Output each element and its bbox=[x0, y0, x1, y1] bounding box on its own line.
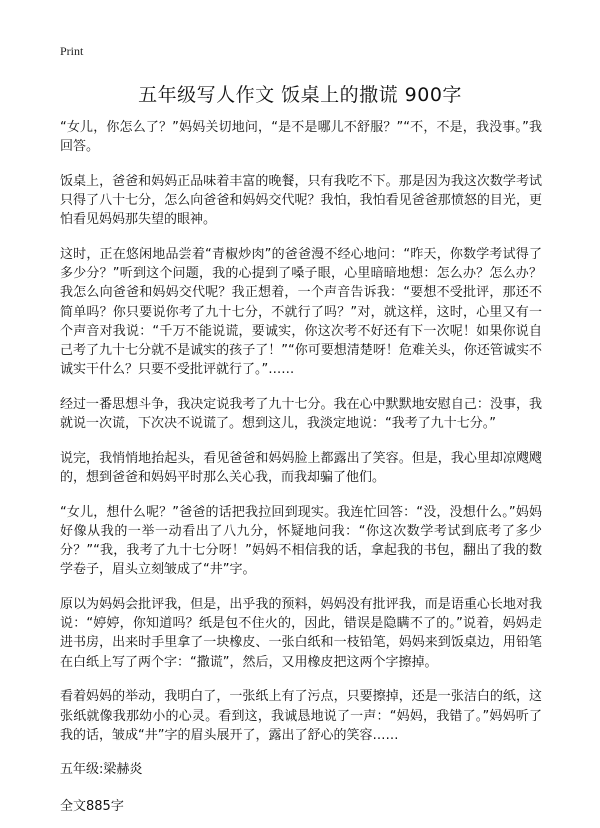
paragraph-6: “女儿，想什么呢？”爸爸的话把我拉回到现实。我连忙回答：“没，没想什么。”妈妈好像从我的一举一动看出了八九分，怀疑地问我：“你这次数学考试到底考了多少分？”“我，我考了九十七分呀！”妈妈不相信我的话，拿起我的书包，翻出了我的数学卷子，眉头立刻皱成了“井”字。 bbox=[60, 504, 542, 578]
paragraph-8: 看着妈妈的举动，我明白了，一张纸上有了污点，只要擦掉，还是一张洁白的纸，这张纸就像我那幼小的心灵。看到这，我诚恳地说了一声：“妈妈，我错了。”妈妈听了我的话，皱成“井”字的眉头展开了，露出了舒心的笑容…… bbox=[60, 689, 542, 743]
paragraph-1: “女儿，你怎么了？”妈妈关切地问，“是不是哪儿不舒服？”“不，不是，我没事。”我回答。 bbox=[60, 120, 542, 155]
word-count: 全文885字 bbox=[60, 799, 124, 815]
print-label[interactable]: Print bbox=[60, 44, 84, 58]
paragraph-5: 说完，我悄悄地抬起头，看见爸爸和妈妈脸上都露出了笑容。但是，我心里却凉飕飕的，想到爸爸和妈妈平时那么关心我，而我却骗了他们。 bbox=[60, 450, 542, 486]
paragraph-4: 经过一番思想斗争，我决定说我考了九十七分。我在心中默默地安慰自己：没事，我就说一次谎，下次决不说谎了。想到这儿，我淡定地说：“我考了九十七分。” bbox=[60, 396, 542, 432]
paragraph-7: 原以为妈妈会批评我，但是，出乎我的预料，妈妈没有批评我，而是语重心长地对我说：“婷婷，你知道吗？纸是包不住火的，因此，错误是隐瞒不了的。”说着，妈妈走进书房，出来时手里拿了一块橡皮、一张白纸和一枝铅笔，妈妈来到饭桌边，用铅笔在白纸上写了两个字：“撒谎”，然后，又用橡皮把这两个字擦掉。 bbox=[60, 597, 542, 670]
paragraph-3: 这时，正在悠闲地品尝着“青椒炒肉”的爸爸漫不经心地问：“昨天，你数学考试得了多少分？”听到这个问题，我的心提到了嗓子眼，心里暗暗地想：怎么办？怎么办？我怎么向爸爸和妈妈交代呢？我正想着，一个声音告诉我：“要想不受批评，那还不简单吗？你只要说你考了九十七分，不就行了吗？”对，就这样，这时，心里又有一个声音对我说：“千万不能说谎，要诚实，你这次考不好还有下一次呢！如果你说自己考了九十七分就不是诚实的孩子了！”“你可要想清楚呀！危难关头，你还管诚实不诚实干什么？只要不受批评就行了。”…… bbox=[60, 247, 542, 378]
paragraph-2: 饭桌上，爸爸和妈妈正品味着丰富的晚餐，只有我吃不下。那是因为我这次数学考试只得了八十七分，怎么向爸爸和妈妈交代呢？我怕，我怕看见爸爸那愤怒的目光，更怕看见妈妈那失望的眼神。 bbox=[60, 173, 542, 228]
document-title: 五年级写人作文 饭桌上的撒谎 900字 bbox=[138, 84, 462, 106]
author-line: 五年级:梁赫炎 bbox=[60, 762, 143, 778]
article-body bbox=[60, 118, 542, 816]
